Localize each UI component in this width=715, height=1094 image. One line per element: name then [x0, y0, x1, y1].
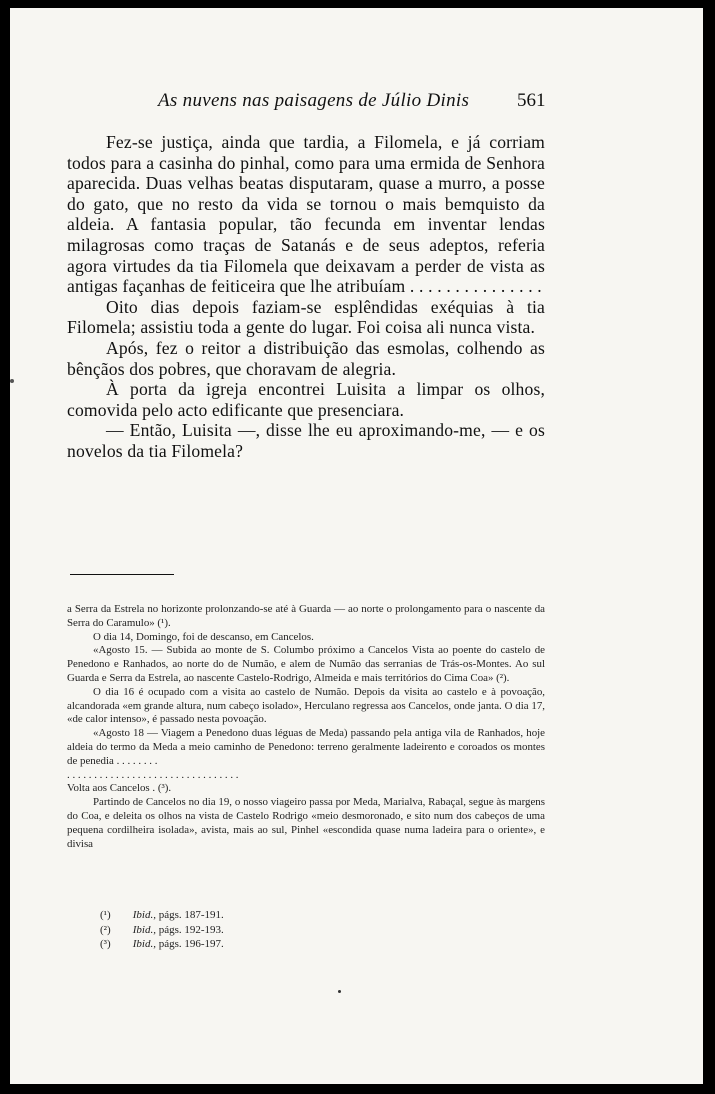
ellipsis-line: . . . . . . . . . . . . . . . . . . . . . . . . . . . . . . . . [67, 768, 239, 781]
reference-number: (³) [100, 938, 111, 950]
reference-title: Ibid., [132, 938, 156, 950]
footnote-paragraph: O dia 16 é ocupado com a visita ao castelo de Numão. Depois da visita ao castelo e à povoação, alcandorada «em grande altura, num cabeço isolado», Herculano regressa aos Cancelos, onde janta. O dia 17, «de calor intenso», é passado nesta povoação. [67, 685, 545, 726]
paragraph: Após, fez o reitor a distribuição das esmolas, colhendo as bênçãos dos pobres, que choravam de alegria. [67, 337, 545, 379]
running-title: As nuvens nas paisagens de Júlio Dinis [158, 90, 470, 111]
reference-title: Ibid., [132, 909, 156, 921]
footnote-paragraph: a Serra da Estrela no horizonte prolonzando-se até à Guarda — ao norte o prolongamento para o nascente da Serra do Caramulo» (¹). [67, 603, 545, 629]
reference-item [100, 923, 224, 938]
reference-item [100, 937, 224, 952]
reference-number: (²) [100, 923, 111, 936]
reference-list [100, 908, 224, 952]
footnote-paragraph: O dia 14, Domingo, foi de descanso, em Cancelos. [93, 630, 314, 643]
footnote-paragraph: Partindo de Cancelos no dia 19, o nosso viageiro passa por Meda, Marialva, Rabaçal, segue às margens do Coa, e deleita os olhos na vista de Castelo Rodrigo «meio desmoronado, e sito num dos cabeços de uma pequena cordilheira isolada», avista, mais ao sul, Pinhel «escondida quase numa ladeira para o oriente», e divisa [67, 796, 545, 850]
page-number: 561 [517, 90, 546, 111]
paragraph: À porta da igreja encontrei Luisita a limpar os olhos, comovida pelo acto edificante que presenciara. [67, 379, 545, 420]
book-page [10, 8, 703, 1084]
reference-item [100, 908, 224, 923]
reference-title: Ibid., [132, 923, 156, 936]
main-text [67, 132, 545, 462]
reference-number: (¹) [100, 909, 111, 921]
reference-pages: págs. 192-193. [158, 923, 224, 936]
footnote-paragraph: «Agosto 18 — Viagem a Penedono duas léguas de Meda) passando pela antiga vila de Ranhados, hoje aldeia do termo da Meda a meio caminho de Penedono: terreno geralmente ladeirento e coroados os montes de penedia . . . . . . . . [67, 727, 545, 767]
ink-speck [338, 990, 341, 993]
paragraph: — Então, Luisita —, disse lhe eu aproximando-me, — e os novelos da tia Filomela? [67, 420, 545, 461]
paragraph: Oito dias depois faziam-se esplêndidas exéquias à tia Filomela; assistiu toda a gente do lugar. Foi coisa ali nunca vista. [67, 296, 545, 338]
paragraph: Fez-se justiça, ainda que tardia, a Filomela, e já corriam todos para a casinha do pinhal, como para uma ermida de Senhora aparecida. Duas velhas beatas disputaram, quase a murro, a posse do gato, que no resto da vida se tornou o mais bemquisto da aldeia. A fantasia popular, tão fecunda em inventar lendas milagrosas como traças de Satanás e de seus adeptos, referia agora virtudes da tia Filomela que deixavam a perder de vista as antigas façanhas de feiticeira que lhe atribuíam . . . . . . . . . . . . . . . [67, 132, 545, 297]
footnote-paragraph: Volta aos Cancelos . (³). [67, 782, 172, 795]
page-header [10, 90, 703, 118]
footnote-divider [70, 574, 174, 575]
footnote-paragraph: «Agosto 15. — Subida ao monte de S. Columbo próximo a Cancelos Vista ao poente do castelo de Penedono e Ranhados, ao norte do de Numão, e alem de Numão das serranias de Trás-os-Montes. Ao sul Guarda e Serra da Estrela, ao nascente Castelo-Rodrigo, Almeida e mais territórios do Cima Coa» (²). [67, 644, 545, 684]
footnote-text [67, 603, 545, 851]
reference-pages: págs. 196-197. [158, 938, 224, 950]
reference-pages: págs. 187-191. [158, 909, 224, 921]
margin-speck [10, 379, 14, 383]
